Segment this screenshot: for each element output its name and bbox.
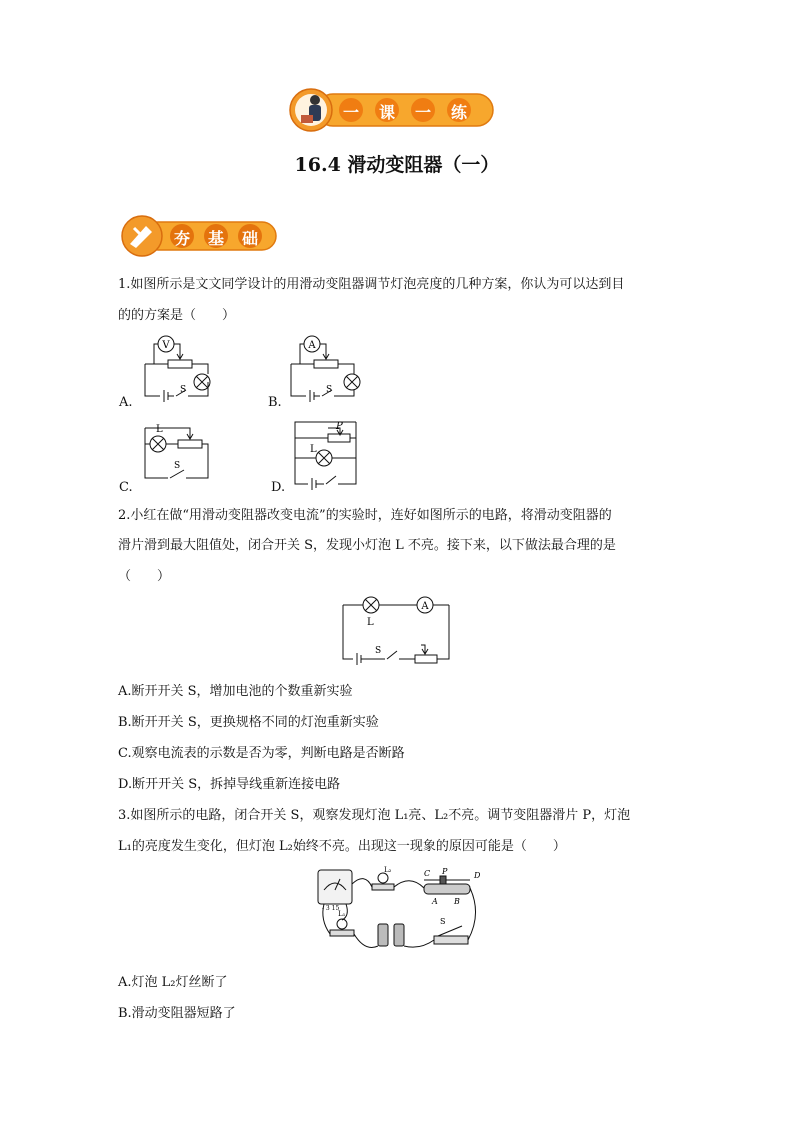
q3-option-a[interactable]: A.灯泡 L₂灯丝断了 bbox=[118, 975, 228, 990]
q3-label-d: D bbox=[474, 871, 481, 880]
q1-stem-line1: 1.如图所示是文文同学设计的用滑动变阻器调节灯泡亮度的几种方案，你认为可以达到目 bbox=[118, 277, 625, 292]
q1-stem-line2: 的的方案是（ ） bbox=[118, 308, 236, 323]
q1-circuit-a bbox=[140, 334, 220, 404]
voltmeter-label: V bbox=[162, 340, 170, 351]
q2-switch-label: S bbox=[375, 646, 382, 656]
ammeter-label-b: A bbox=[308, 340, 316, 351]
q3-label-b: B bbox=[454, 897, 460, 906]
banner-char-4: 练 bbox=[451, 103, 468, 122]
section-char-2: 基 bbox=[208, 229, 225, 248]
q3-meter-scale: - 3 15 bbox=[322, 905, 340, 912]
q3-stem-line2: L₁的亮度发生变化，但灯泡 L₂始终不亮。出现这一现象的原因可能是（ ） bbox=[118, 839, 566, 854]
q3-label-l2: L₂ bbox=[384, 866, 392, 874]
q1-option-a-label[interactable]: A. bbox=[119, 395, 133, 410]
q1-option-c-label[interactable]: C. bbox=[119, 480, 133, 495]
q3-label-p: P bbox=[442, 867, 448, 876]
q2-circuit-figure bbox=[337, 595, 457, 667]
q1-circuit-c bbox=[140, 420, 220, 485]
lesson-banner bbox=[287, 88, 497, 132]
banner-char-2: 课 bbox=[379, 103, 396, 122]
q2-lamp-label: L bbox=[367, 617, 374, 628]
switch-label-a: S bbox=[180, 385, 187, 395]
q1-circuit-b bbox=[286, 334, 366, 404]
q3-label-a: A bbox=[432, 897, 438, 906]
lamp-label-c: L bbox=[156, 424, 163, 435]
q1-option-b-label[interactable]: B. bbox=[268, 395, 282, 410]
section-banner bbox=[120, 214, 280, 258]
q2-option-b[interactable]: B.断开开关 S，更换规格不同的灯泡重新实验 bbox=[118, 715, 379, 730]
q1-option-d-label[interactable]: D. bbox=[271, 480, 286, 495]
page-title: 16.4 滑动变阻器（一） bbox=[294, 154, 500, 176]
switch-label-b: S bbox=[326, 385, 333, 395]
q2-option-a[interactable]: A.断开开关 S，增加电池的个数重新实验 bbox=[118, 684, 353, 699]
banner-char-1: 一 bbox=[343, 103, 360, 122]
banner-char-3: 一 bbox=[415, 103, 432, 122]
q3-label-s: S bbox=[440, 917, 446, 926]
q2-option-d[interactable]: D.断开开关 S，拆掉导线重新连接电路 bbox=[118, 777, 341, 792]
q3-label-l1: L₁ bbox=[338, 910, 346, 918]
lamp-label-d: L bbox=[310, 444, 317, 455]
section-char-3: 础 bbox=[242, 229, 259, 248]
section-char-1: 夯 bbox=[174, 229, 191, 248]
q2-option-c[interactable]: C.观察电流表的示数是否为零，判断电路是否断路 bbox=[118, 746, 405, 761]
q2-ammeter-label: A bbox=[421, 601, 429, 612]
switch-label-c: S bbox=[174, 461, 181, 471]
q1-circuit-d bbox=[290, 418, 370, 490]
q3-stem-line1: 3.如图所示的电路，闭合开关 S，观察发现灯泡 L₁亮、L₂不亮。调节变阻器滑片 P，灯泡 bbox=[118, 808, 631, 823]
q2-stem-line2: 滑片滑到最大阻值处，闭合开关 S，发现小灯泡 L 不亮。接下来，以下做法最合理的是 bbox=[118, 538, 616, 553]
q3-label-c: C bbox=[424, 869, 431, 878]
slider-label-d: P bbox=[336, 421, 343, 432]
q2-stem-line1: 2.小红在做“用滑动变阻器改变电流”的实验时，连好如图所示的电路，将滑动变阻器的 bbox=[118, 508, 612, 523]
q2-stem-line3: （ ） bbox=[118, 569, 171, 584]
q3-circuit-figure bbox=[310, 864, 490, 954]
q3-option-b[interactable]: B.滑动变阻器短路了 bbox=[118, 1006, 236, 1021]
